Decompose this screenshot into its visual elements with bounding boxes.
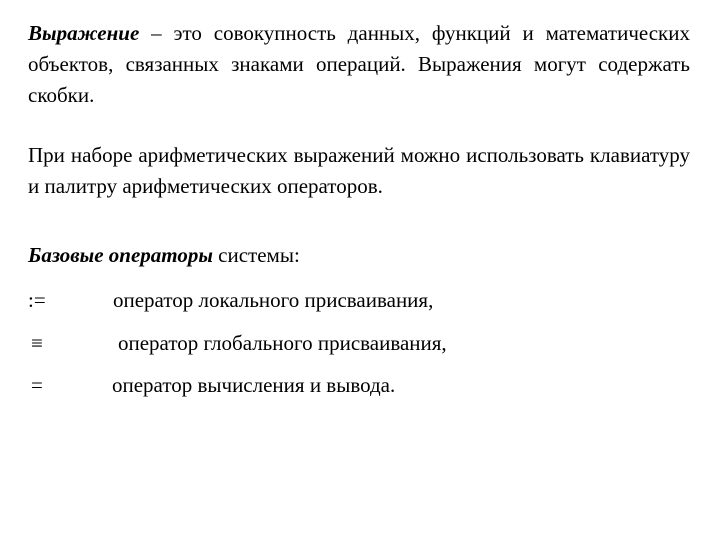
operator-symbol: :=: [28, 288, 46, 312]
operator-description: оператор глобального присваивания,: [118, 331, 447, 355]
base-operators-heading-text: системы:: [212, 243, 300, 267]
operator-symbol: ≡: [31, 331, 43, 355]
operator-symbol: =: [31, 373, 43, 397]
input-note-text: При наборе арифметических выражений можно использовать клавиатуру и палитру арифметических операторов.: [28, 143, 690, 198]
term-expression: Выражение: [28, 21, 140, 45]
expression-definition-text: – это совокупность данных, функций и математических объектов, связанных знаками операций. Выражения могут содержать скобки.: [28, 21, 690, 107]
input-note: [28, 140, 690, 202]
term-base-operators: Базовые операторы: [28, 243, 213, 267]
operator-description: оператор локального присваивания,: [113, 288, 434, 312]
operator-description: оператор вычисления и вывода.: [112, 373, 396, 397]
base-operators-heading: [28, 240, 690, 271]
expression-definition: [28, 18, 690, 111]
